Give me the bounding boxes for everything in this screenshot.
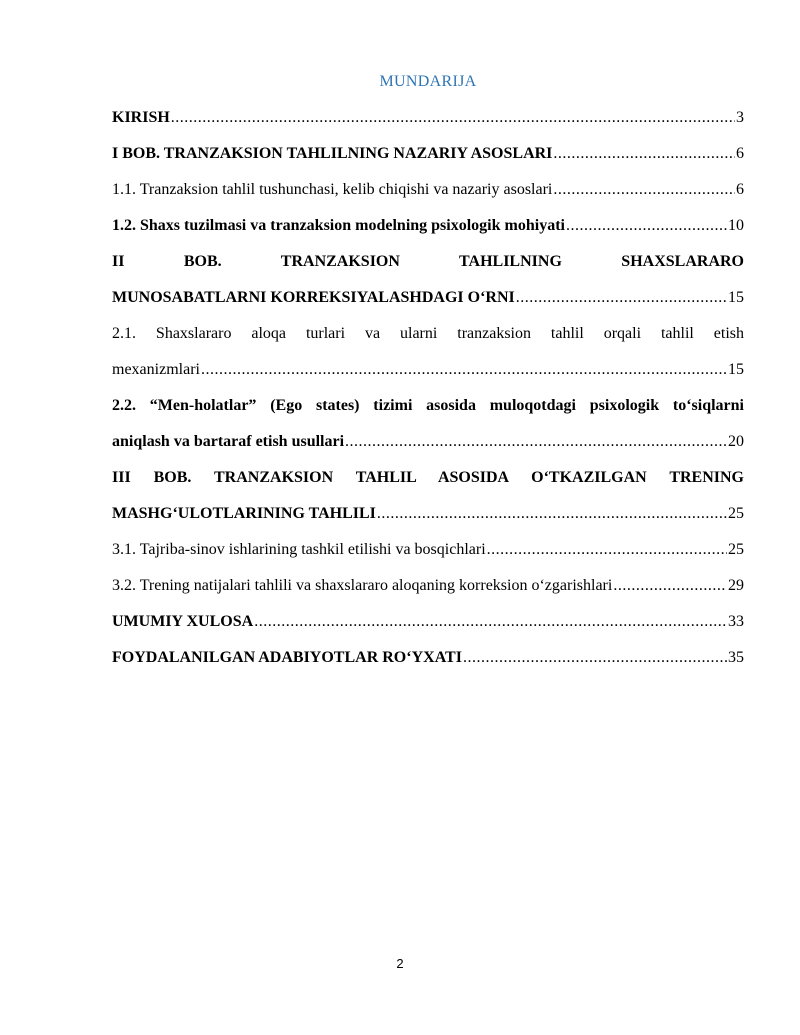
toc-entry-label: MUNOSABATLARNI KORREKSIYALASHDAGI O‘RNI [112, 289, 515, 306]
toc-leader-dots [566, 208, 727, 244]
toc-page-number: 33 [728, 613, 744, 630]
toc-entry-label: 1.1. Tranzaksion tahlil tushunchasi, kelib chiqishi va nazariy asoslari [112, 181, 553, 198]
toc-leader-dots [487, 532, 727, 568]
toc-entry-chapter-1[interactable] [112, 136, 744, 172]
toc-entry-section-3-1[interactable] [112, 532, 744, 568]
toc-entry-label: mexanizmlari [112, 361, 200, 378]
toc-entry-label: FOYDALANILGAN ADABIYOTLAR RO‘YXATI [112, 649, 462, 666]
toc-entry-conclusion[interactable] [112, 604, 744, 640]
toc-page-number: 6 [736, 181, 744, 198]
toc-title: MUNDARIJA [379, 73, 477, 90]
toc-page-number: 35 [728, 649, 744, 666]
toc-entry-chapter-2[interactable] [112, 244, 744, 316]
toc-entry-label-line1: II BOB. TRANZAKSION TAHLILNING SHAXSLARARO [112, 253, 744, 270]
toc-entry-label: aniqlash va bartaraf etish usullari [112, 433, 345, 450]
toc-page-number: 15 [728, 289, 744, 306]
toc-page-number: 3 [736, 109, 744, 126]
toc-page-number: 25 [728, 505, 744, 522]
toc-page-number: 29 [728, 577, 744, 594]
toc-entry-label: UMUMIY XULOSA [112, 613, 254, 630]
page-number-footer: 2 [396, 956, 404, 971]
toc-page-number: 25 [728, 541, 744, 558]
toc-entry-section-2-2[interactable] [112, 388, 744, 460]
toc-leader-dots [613, 568, 727, 604]
table-of-contents [112, 100, 744, 676]
toc-leader-dots [377, 496, 727, 532]
toc-entry-label-line1: III BOB. TRANZAKSION TAHLIL ASOSIDA O‘TKAZILGAN TRENING [112, 469, 744, 486]
toc-leader-dots [345, 424, 727, 460]
toc-entry-label: 1.2. Shaxs tuzilmasi va tranzaksion modelning psixologik mohiyati [112, 217, 565, 234]
toc-page-number: 15 [728, 361, 744, 378]
toc-leader-dots [553, 172, 735, 208]
toc-entry-label: MASHG‘ULOTLARINING TAHLILI [112, 505, 376, 522]
toc-leader-dots [463, 640, 727, 676]
toc-entry-chapter-3[interactable] [112, 460, 744, 532]
document-page [112, 72, 744, 676]
toc-page-number: 20 [728, 433, 744, 450]
toc-entry-label: I BOB. TRANZAKSION TAHLILNING NAZARIY ASOSLARI [112, 145, 553, 162]
toc-leader-dots [516, 280, 727, 316]
toc-entry-section-1-2[interactable] [112, 208, 744, 244]
toc-leader-dots [254, 604, 727, 640]
toc-page-number: 6 [736, 145, 744, 162]
toc-entry-section-2-1[interactable] [112, 316, 744, 388]
toc-entry-label-line1: 2.1. Shaxslararo aloqa turlari va ularni tranzaksion tahlil orqali tahlil etish [112, 325, 744, 342]
toc-entry-references[interactable] [112, 640, 744, 676]
toc-leader-dots [201, 352, 727, 388]
toc-leader-dots [171, 100, 735, 136]
toc-entry-label: KIRISH [112, 109, 170, 126]
toc-entry-kirish[interactable] [112, 100, 744, 136]
toc-leader-dots [553, 136, 735, 172]
toc-entry-label-line1: 2.2. “Men-holatlar” (Ego states) tizimi asosida muloqotdagi psixologik to‘siqlarni [112, 397, 744, 414]
toc-entry-section-3-2[interactable] [112, 568, 744, 604]
toc-entry-label: 3.2. Trening natijalari tahlili va shaxslararo aloqaning korreksion o‘zgarishlari [112, 577, 613, 594]
toc-entry-section-1-1[interactable] [112, 172, 744, 208]
toc-page-number: 10 [728, 217, 744, 234]
toc-entry-label: 3.1. Tajriba-sinov ishlarining tashkil etilishi va bosqichlari [112, 541, 486, 558]
